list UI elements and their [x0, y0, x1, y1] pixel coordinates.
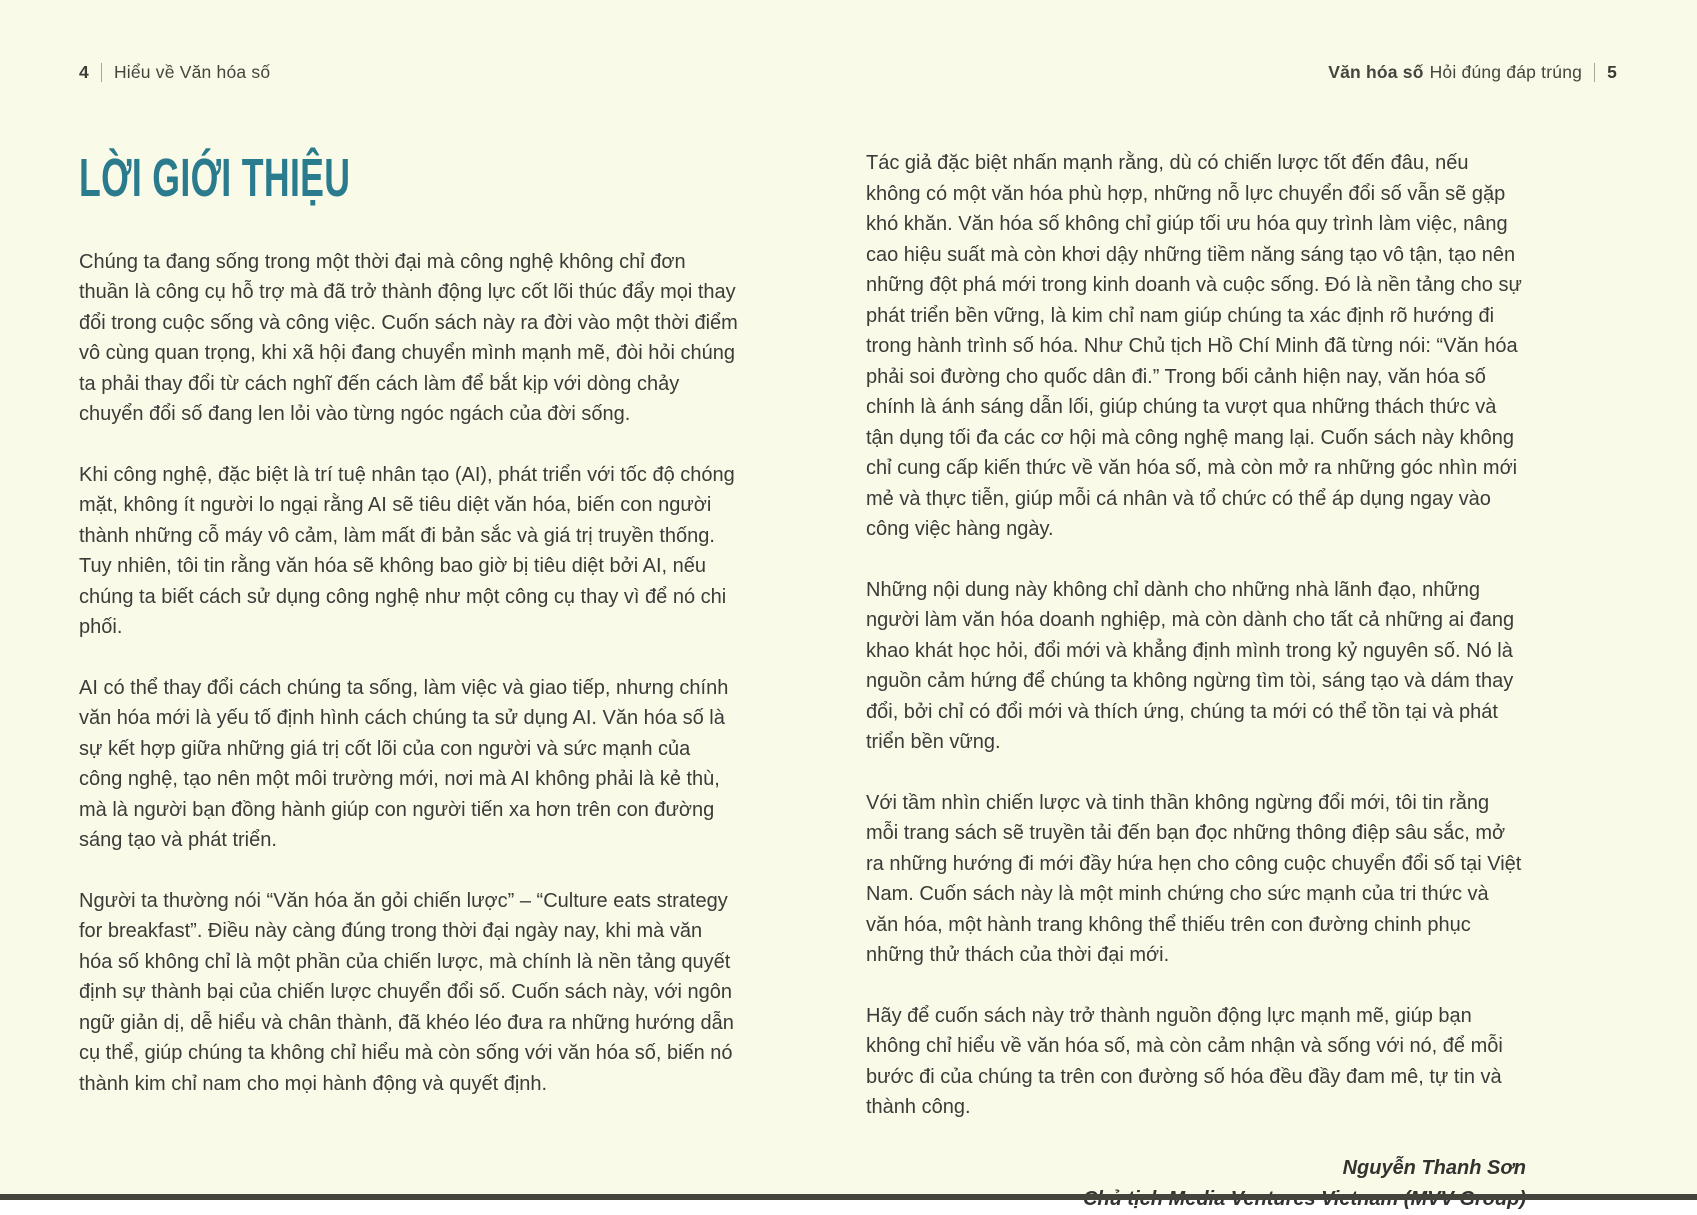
right-body-text [866, 148, 1526, 1123]
body-paragraph: Người ta thường nói “Văn hóa ăn gỏi chiến lược” – “Culture eats strategy for breakfast”. Điều này càng đúng trong thời đại ngày nay, khi mà văn hóa số không chỉ là một phần của chiến lược, mà chính là nền tảng quyết định sự thành bại của chiến lược chuyển đổi số. Cuốn sách này, với ngôn ngữ giản dị, dễ hiểu và chân thành, đã khéo léo đưa ra những hướng dẫn cụ thể, giúp chúng ta không chỉ hiểu mà còn sống với văn hóa số, biến nó thành kim chỉ nam cho mọi hành động và quyết định. [79, 889, 734, 1095]
right-running-header [1328, 62, 1617, 83]
bottom-edge-bar [0, 1194, 1697, 1200]
header-divider [1594, 63, 1595, 82]
right-page [866, 148, 1526, 1215]
left-page [79, 148, 739, 1129]
body-paragraph: AI có thể thay đổi cách chúng ta sống, làm việc và giao tiếp, nhưng chính văn hóa mới là yếu tố định hình cách chúng ta sử dụng AI. Văn hóa số là sự kết hợp giữa những giá trị cốt lõi của con người và sức mạnh của công nghệ, tạo nên một môi trường mới, nơi mà AI không phải là kẻ thù, mà là người bạn đồng hành giúp con người tiến xa hơn trên con đường sáng tạo và phát triển. [79, 676, 729, 852]
signature-name: Nguyễn Thanh Sơn [1342, 1156, 1526, 1179]
chapter-label: Hiểu về Văn hóa số [113, 62, 271, 82]
book-subtitle: Hỏi đúng đáp trúng [1429, 62, 1583, 82]
body-paragraph: Với tầm nhìn chiến lược và tinh thần không ngừng đổi mới, tôi tin rằng mỗi trang sách sẽ truyền tải đến bạn đọc những thông điệp sâu sắc, mở ra những hướng đi mới đầy hứa hẹn cho công cuộc chuyển đổi số tại Việt Nam. Cuốn sách này là một minh chứng cho sức mạnh của tri thức và văn hóa, một hành trang không thể thiếu trên con đường chinh phục những thử thách của thời đại mới. [866, 791, 1522, 966]
body-paragraph: Hãy để cuốn sách này trở thành nguồn động lực mạnh mẽ, giúp bạn không chỉ hiểu về văn hóa số, mà còn cảm nhận và sống với nó, để mỗi bước đi của chúng ta trên con đường số hóa đều đầy đam mê, tự tin và thành công. [866, 1004, 1503, 1118]
body-paragraph: Tác giả đặc biệt nhấn mạnh rằng, dù có chiến lược tốt đến đâu, nếu không có một văn hóa phù hợp, những nỗ lực chuyển đổi số vẫn sẽ gặp khó khăn. Văn hóa số không chỉ giúp tối ưu hóa quy trình làm việc, nâng cao hiệu suất mà còn khơi dậy những tiềm năng sáng tạo vô tận, tạo nên những đột phá mới trong kinh doanh và cuộc sống. Đó là nền tảng cho sự phát triển bền vững, là kim chỉ nam giúp chúng ta xác định rõ hướng đi trong hành trình số hóa. Như Chủ tịch Hồ Chí Minh đã từng nói: “Văn hóa phải soi đường cho quốc dân đi.” Trong bối cảnh hiện nay, văn hóa số chính là ánh sáng dẫn lối, giúp chúng ta vượt qua những thách thức và tận dụng tối đa các cơ hội mà công nghệ mang lại. Cuốn sách này không chỉ cung cấp kiến thức về văn hóa số, mà còn mở ra những góc nhìn mới mẻ và thực tiễn, giúp mỗi cá nhân và tổ chức có thể áp dụng ngay vào công việc hàng ngày. [866, 152, 1522, 540]
body-paragraph: Khi công nghệ, đặc biệt là trí tuệ nhân tạo (AI), phát triển với tốc độ chóng mặt, không ít người lo ngại rằng AI sẽ tiêu diệt văn hóa, biến con người thành những cỗ máy vô cảm, làm mất đi bản sắc và giá trị truyền thống. Tuy nhiên, tôi tin rằng văn hóa sẽ không bao giờ bị tiêu diệt bởi AI, nếu chúng ta biết cách sử dụng công nghệ như một công cụ thay vì để nó chi phối. [79, 463, 735, 639]
body-paragraph: Những nội dung này không chỉ dành cho những nhà lãnh đạo, những người làm văn hóa doanh nghiệp, mà còn dành cho tất cả những ai đang khao khát học hỏi, đổi mới và khẳng định mình trong kỷ nguyên số. Nó là nguồn cảm hứng để chúng ta không ngừng tìm tòi, sáng tạo và dám thay đổi, bởi chỉ có đổi mới và thích ứng, chúng ta mới có thể tồn tại và phát triển bền vững. [866, 578, 1515, 753]
book-title-and-subtitle [1328, 62, 1582, 83]
signature-block [866, 1153, 1526, 1215]
left-body-text [79, 247, 739, 1100]
left-page-number: 4 [79, 62, 89, 82]
right-page-number: 5 [1607, 62, 1617, 82]
section-heading: LỜI GIỚI THIỆU [79, 148, 351, 208]
body-paragraph: Chúng ta đang sống trong một thời đại mà công nghệ không chỉ đơn thuần là công cụ hỗ trợ mà đã trở thành động lực cốt lõi thúc đẩy mọi thay đổi trong cuộc sống và công việc. Cuốn sách này ra đời vào một thời điểm vô cùng quan trọng, khi xã hội đang chuyển mình mạnh mẽ, đòi hỏi chúng ta phải thay đổi từ cách nghĩ đến cách làm để bắt kịp với dòng chảy chuyển đổi số đang len lỏi vào từng ngóc ngách của đời sống. [79, 250, 738, 426]
header-divider [101, 63, 102, 82]
left-running-header [79, 62, 270, 83]
book-title: Văn hóa số [1328, 62, 1424, 82]
